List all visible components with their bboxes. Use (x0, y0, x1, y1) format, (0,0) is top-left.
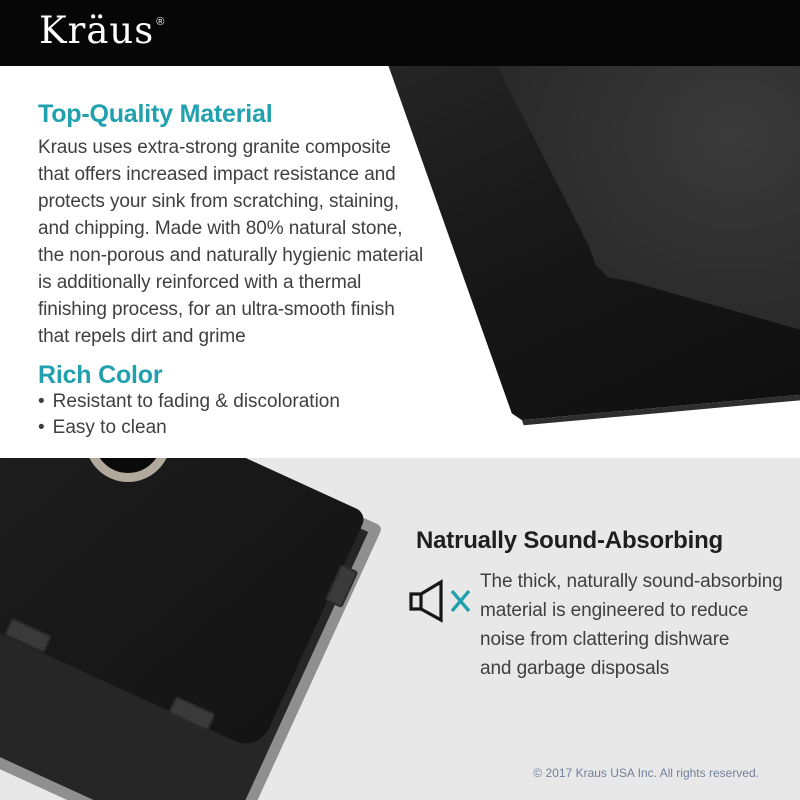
body-text-line: Kraus uses extra-strong granite composite (38, 137, 391, 158)
bullet-item (38, 415, 340, 441)
sound-absorbing-paragraph (480, 567, 783, 683)
top-quality-heading: Top-Quality Material (38, 100, 273, 128)
speaker-icon (411, 582, 441, 620)
bullet-item (38, 389, 340, 415)
bullet-text: Easy to clean (52, 417, 167, 438)
top-quality-paragraph (38, 134, 423, 350)
body-text-line: The thick, naturally sound-absorbing (480, 571, 783, 592)
copyright-notice: © 2017 Kraus USA Inc. All rights reserved. (533, 766, 759, 780)
body-text-line: that repels dirt and grime (38, 326, 246, 347)
kraus-logo (39, 9, 166, 52)
bullet-marker: • (38, 391, 45, 412)
sound-absorbing-heading: Natrually Sound-Absorbing (416, 527, 724, 554)
speaker-mute-icon (408, 578, 474, 624)
registered-trademark: ® (156, 16, 166, 28)
rich-color-bullet-list (38, 389, 340, 441)
bullet-text: Resistant to fading & discoloration (52, 391, 340, 412)
rich-color-heading: Rich Color (38, 361, 163, 389)
sink-underside-photo (0, 458, 400, 800)
body-text-line: and chipping. Made with 80% natural stone, (38, 218, 403, 239)
body-text-line: is additionally reinforced with a thermal (38, 272, 362, 293)
mute-x-icon (452, 591, 469, 611)
body-text-line: finishing process, for an ultra-smooth finish (38, 299, 395, 320)
bullet-marker: • (38, 417, 45, 438)
body-text-line: protects your sink from scratching, staining, (38, 191, 399, 212)
granite-sink-corner-photo (360, 65, 800, 460)
body-text-line: material is engineered to reduce (480, 600, 749, 621)
body-text-line: noise from clattering dishware (480, 629, 730, 650)
header-bar (0, 0, 800, 66)
body-text-line: and garbage disposals (480, 658, 670, 679)
body-text-line: the non-porous and naturally hygienic material (38, 245, 424, 266)
body-text-line: that offers increased impact resistance and (38, 164, 396, 185)
kraus-logo-text: Kräus (39, 9, 155, 52)
